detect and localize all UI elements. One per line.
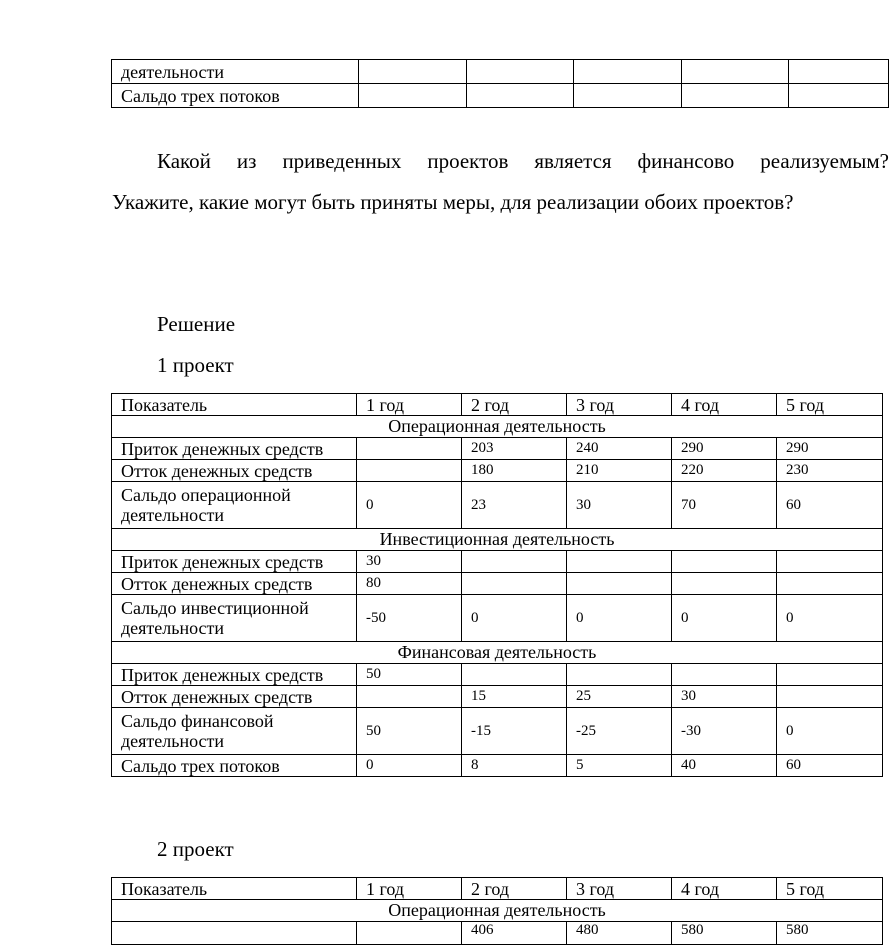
header-cell: 4 год: [672, 878, 777, 900]
total-row: Сальдо трех потоков 0 8 5 40 60: [112, 755, 883, 777]
row-label: Отток денежных средств: [112, 686, 357, 708]
section-row: [112, 642, 883, 664]
row-label: Сальдо трех потоков: [112, 755, 357, 777]
header-cell: 3 год: [567, 394, 672, 416]
table-row: Приток денежных средств 203 240 290 290: [112, 438, 883, 460]
header-cell: 5 год: [777, 878, 883, 900]
row-label: Сальдо финансовой деятельности: [112, 708, 357, 755]
previous-table: [111, 59, 889, 108]
table-row: Приток денежных средств 30: [112, 551, 883, 573]
project2-heading: 2 проект: [157, 837, 234, 861]
table-row: [112, 60, 889, 84]
section-title: Операционная деятельность: [112, 416, 883, 438]
project1-table: [111, 393, 883, 777]
header-cell: 3 год: [567, 878, 672, 900]
row-label: деятельности: [112, 60, 359, 84]
section-title: Операционная деятельность: [112, 900, 883, 922]
project2-table: [111, 877, 883, 945]
header-cell: 1 год: [357, 878, 462, 900]
section-title: Инвестиционная деятельность: [112, 529, 883, 551]
project1-heading: 1 проект: [157, 353, 234, 377]
row-label: Сальдо трех потоков: [112, 84, 359, 108]
table-row: Сальдо инвестиционной деятельности -50 0 0 0 0: [112, 595, 883, 642]
table-row: Сальдо финансовой деятельности 50 -15 -25 -30 0: [112, 708, 883, 755]
solution-heading: Решение: [157, 312, 236, 336]
header-cell: 4 год: [672, 394, 777, 416]
table-row: 406 480 580 580: [112, 922, 883, 945]
row-label: Приток денежных средств: [112, 664, 357, 686]
question-line-2: Укажите, какие могут быть приняты меры, для реализации обоих проектов?: [112, 190, 794, 214]
header-cell: Показатель: [112, 394, 357, 416]
header-cell: 2 год: [462, 394, 567, 416]
table-row: Отток денежных средств 180 210 220 230: [112, 460, 883, 482]
table-row: Отток денежных средств 80: [112, 573, 883, 595]
row-label: Сальдо инвестиционной деятельности: [112, 595, 357, 642]
table-row: Приток денежных средств 50: [112, 664, 883, 686]
row-label: Сальдо операционной деятельности: [112, 482, 357, 529]
header-cell: 1 год: [357, 394, 462, 416]
header-row: [112, 878, 883, 900]
row-label: Отток денежных средств: [112, 460, 357, 482]
section-title: Финансовая деятельность: [112, 642, 883, 664]
header-cell: Показатель: [112, 878, 357, 900]
question-line-1: Какой из приведенных проектов является финансово реализуемым?: [157, 149, 889, 173]
header-row: [112, 394, 883, 416]
row-label: Приток денежных средств: [112, 438, 357, 460]
table-row: Сальдо операционной деятельности 0 23 30 70 60: [112, 482, 883, 529]
row-label: Приток денежных средств: [112, 551, 357, 573]
header-cell: 2 год: [462, 878, 567, 900]
row-label: Отток денежных средств: [112, 573, 357, 595]
header-cell: 5 год: [777, 394, 883, 416]
section-row: [112, 416, 883, 438]
section-row: [112, 529, 883, 551]
table-row: Отток денежных средств 15 25 30: [112, 686, 883, 708]
section-row: [112, 900, 883, 922]
table-row: [112, 84, 889, 108]
